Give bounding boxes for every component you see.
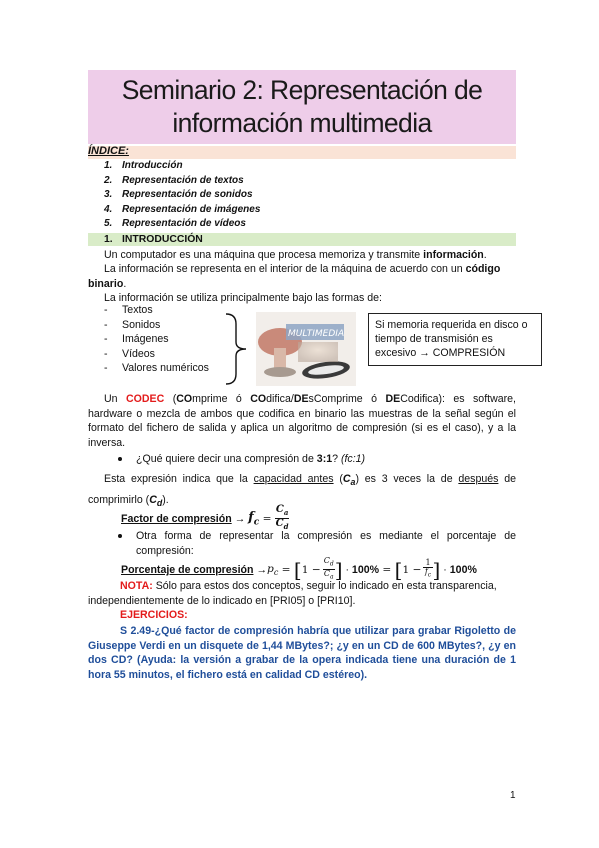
toc-label: Representación de vídeos [122,218,246,230]
indice-heading: ÍNDICE: [88,145,129,157]
codec-bold: DE [385,393,401,405]
indice-band [88,146,516,159]
ejercicios-heading: EJERCICIOS: [120,609,188,621]
inverse-num: 1 [425,557,431,567]
compression-note-box: Si memoria requerida en disco o tiempo de transmisión es excesivo → COMPRESIÓN [368,313,542,366]
para1-text: Un computador es una máquina que procesa memoriza y transmite [104,249,424,261]
ratio-den-sub: a [329,573,334,581]
factor-num-sub: a [283,508,289,517]
expr-cd-sub: d [156,498,163,509]
toc-num: 4. [104,203,113,215]
hundred-percent: 100% [449,563,477,576]
factor-den: C [275,518,284,529]
multimedia-label: MULTIMEDIA [288,329,345,339]
section-num: 1. [104,234,113,245]
factor-f-sub: c [253,517,260,528]
section-heading [104,234,203,245]
expr-ca-sub: a [350,477,356,488]
inverse-f: f [424,567,428,577]
page-number: 1 [510,790,516,801]
para-computador [104,248,516,263]
para-formas: La información se utiliza principalmente bajo las formas de: [104,292,382,304]
mushroom-stem [274,348,286,370]
dash: - [104,347,108,360]
expr-text: Esta expresión indica que la [104,473,254,485]
bullet-dot [118,534,122,538]
para1-end: . [483,249,487,261]
dash: - [104,318,108,331]
bracket-close: ] [432,557,441,582]
para2-bold-1: código [465,263,501,275]
right-brace-icon [222,312,252,386]
nota-label: NOTA: [120,580,153,592]
one-minus: 1 − [402,563,422,576]
toc-list [104,160,260,233]
otra-text: Otra forma de representar la compresión es mediante el porcentaje de compresión: [136,530,516,557]
list-item [104,348,209,363]
p-symbol [267,563,278,577]
arrow-icon: → [253,563,268,576]
codec-text: mprime ó [192,393,251,405]
expr-text: de comprimirlo ( [88,473,516,507]
para2-text: La información se representa en el interior de la máquina de acuerdo con un [104,263,466,275]
factor-den-sub: d [283,522,289,531]
arrow-icon: → [231,512,249,525]
expr-underline: capacidad antes [253,473,334,485]
list-item-label: Textos [122,304,153,316]
codec-text: Un [104,393,126,405]
equals: = [278,563,294,576]
dash: - [104,333,108,346]
codec-bold: DE [293,393,309,405]
list-item [104,319,209,334]
list-item-label: Valores numéricos [122,362,209,375]
codec-text: sComprime ó [308,393,386,405]
factor-formula [121,505,289,532]
para1-bold: información [423,249,484,261]
nota-text: Sólo para estos dos conceptos, seguir lo indicado en esta transparencia, independientemente de lo indicado en [PRI05] o [PRI10]. [88,580,497,607]
toc-item [104,204,260,219]
toc-item [104,175,260,190]
title-line-2: información multimedia [172,108,432,138]
toc-label: Representación de imágenes [122,203,261,215]
inverse-f-sub: c [427,571,432,579]
list-item-label: Sonidos [122,318,161,331]
p-letter: p [267,562,274,575]
ratio-num-c: C [323,556,330,565]
codec-text: ( [164,393,177,405]
list-item [104,304,209,319]
p-sub: c [273,567,279,577]
factor-num: C [275,504,284,515]
toc-label: Introducción [122,160,183,171]
section-title: INTRODUCCIÓN [122,234,203,245]
toc-item [104,160,260,175]
para2-end: . [123,277,127,290]
exercise-s2-49: S 2.49-¿Qué factor de compresión habría que utilizar para grabar Rigoletto de Giuseppe Verdi en un disquete de 1,44 MBytes?; ¿y en un CD de 600 MBytes?, ¿y en dos CD? (Ayuda: la versión a grabar de la opera indicada tiene una duración de 1 hora 55 minutos, el fichero está en calidad CD estéreo). [88,625,516,681]
factor-fraction [275,505,290,532]
toc-item [104,189,260,204]
title-line-1: Seminario 2: Representación de [121,75,483,105]
toc-num: 1. [104,160,113,171]
codec-bold: CO [250,393,267,405]
para-codec [88,392,516,450]
question-italic: (fc:1) [340,453,366,465]
question-bullet [118,452,530,467]
one-minus: 1 − [301,563,321,576]
toc-num: 2. [104,174,113,186]
question-bold: 3:1 [316,453,333,465]
expr-text: ). [162,494,169,507]
ratio-den-c: C [323,569,330,579]
bracket-close: ] [334,557,343,582]
otra-bullet [118,529,516,558]
dot-operator: · [342,563,352,576]
bracket-open: [ [293,557,302,582]
para2-bold-2: binario [88,277,124,290]
toc-item [104,218,260,233]
list-item [104,333,209,348]
codec-text: difica/ [266,393,294,405]
factor-symbol [248,510,259,528]
porcentaje-label: Porcentaje de compresión [121,563,254,576]
toc-num: 5. [104,218,113,230]
list-item [104,362,209,377]
expr-text: ( [333,473,343,485]
expr-ca: C [342,473,351,485]
equals: = [259,512,275,525]
multimedia-image [256,312,356,386]
factor-f: f [248,509,254,525]
factor-numerator [275,505,290,519]
list-item-label: Imágenes [122,333,169,346]
equals: = [379,563,395,576]
list-item-label: Vídeos [122,347,155,360]
forms-list [104,304,209,377]
page-title [88,74,516,140]
codec-bold: CO [176,393,193,405]
toc-num: 3. [104,189,113,201]
expr-cd: C [149,494,157,507]
codec-term: CODEC [126,393,165,405]
bullet-dot [118,457,122,461]
toc-label: Representación de textos [122,174,244,186]
dash: - [104,362,108,375]
expr-underline: después [458,473,499,485]
nota [88,579,516,608]
toc-label: Representación de sonidos [122,189,253,201]
para-representa [88,262,516,291]
question-text: ? [332,453,341,465]
dot-operator: · [440,563,450,576]
question-text: ¿Qué quiere decir una compresión de [136,453,317,465]
bracket-open: [ [394,557,403,582]
ratio-num-sub: d [329,560,334,568]
factor-label: Factor de compresión [121,512,232,525]
dash: - [104,304,108,316]
inverse-fraction [423,559,432,581]
expr-text: ) es 3 veces la de [355,473,459,485]
codec-text: Codifica): es software, hardware o mezcla de ambos que codifica en binario las muestras de la señal según el formato del fichero de salida y aplica un algoritmo de compresión (si es el caso), y a la inversa. [88,393,516,449]
hundred-percent: 100% [351,563,380,576]
